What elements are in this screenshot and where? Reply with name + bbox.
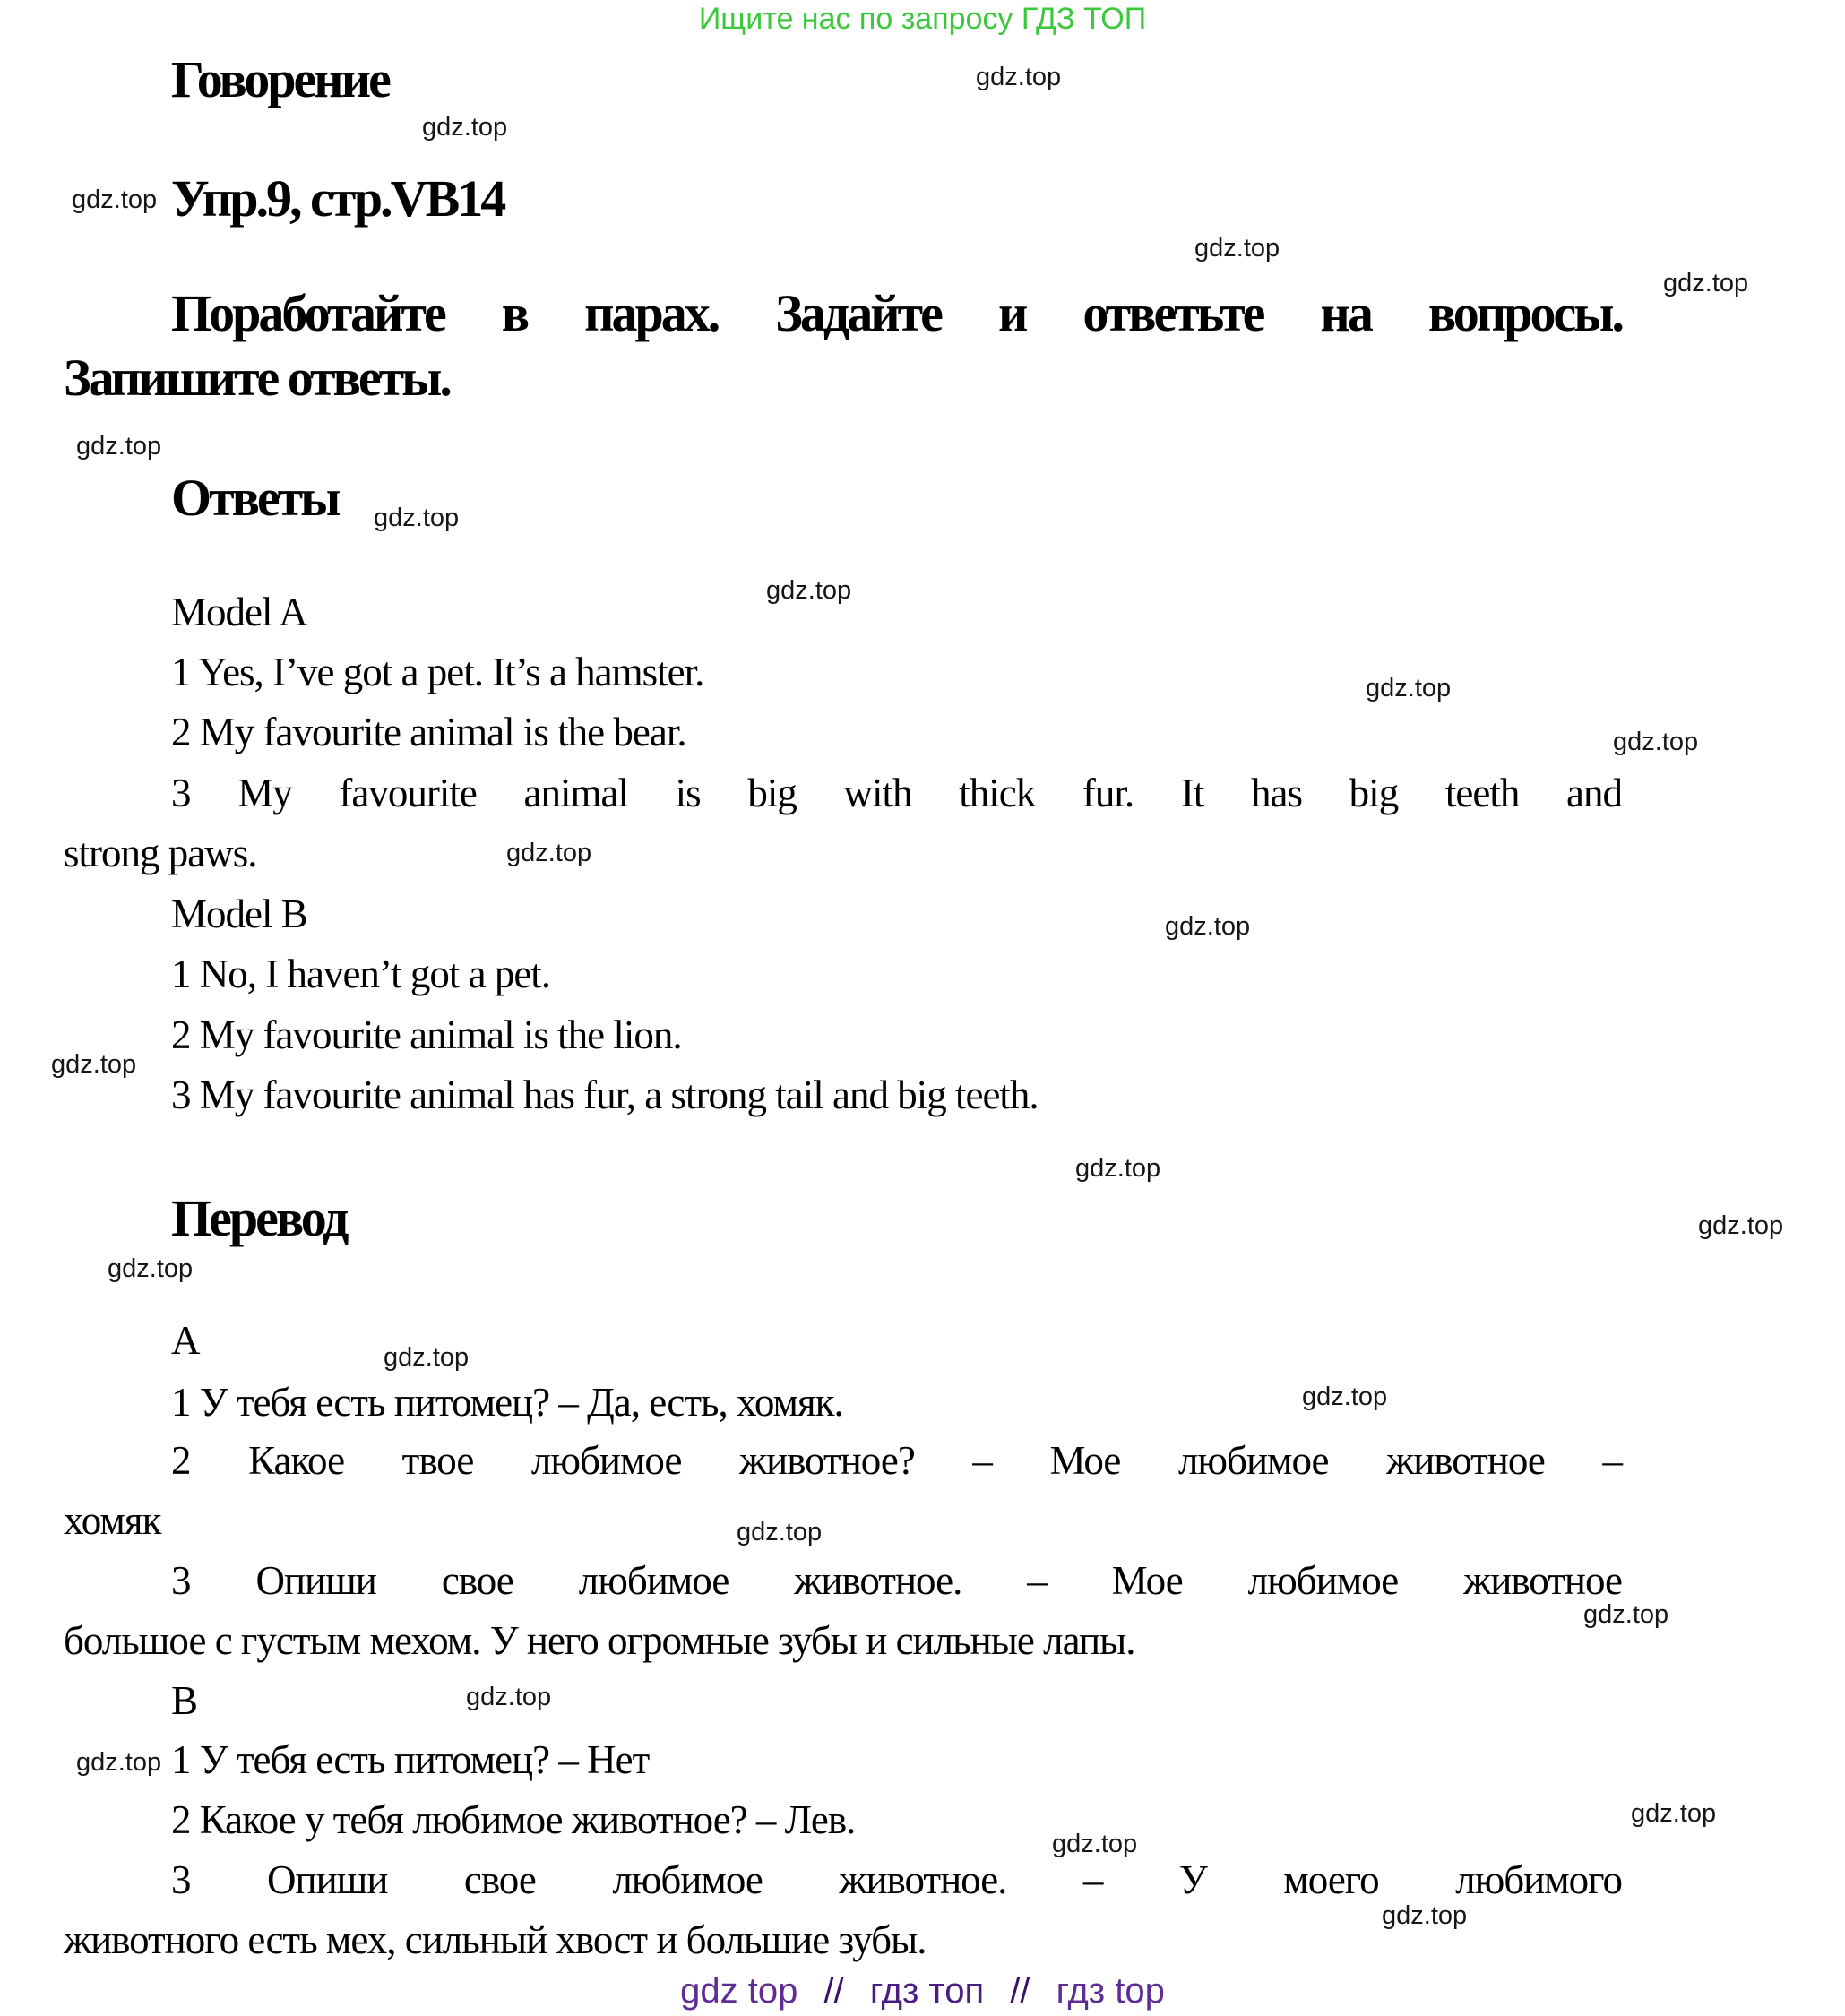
section-title-speaking: Говорение [171, 50, 389, 108]
gdz-top-watermark: gdz.top [422, 113, 508, 142]
gdz-top-watermark: gdz.top [1052, 1830, 1138, 1858]
model-a-label: Model A [171, 590, 307, 634]
gdz-top-watermark: gdz.top [1583, 1600, 1669, 1629]
model-b-label: Model B [171, 892, 307, 936]
gdz-top-watermark: gdz.top [374, 504, 460, 532]
footer-separator: // [1010, 1971, 1030, 2011]
gdz-top-watermark: gdz.top [1382, 1901, 1468, 1930]
translation-a-item-1: 1 У тебя есть питомец? – Да, есть, хомяк. [171, 1380, 843, 1425]
gdz-top-watermark: gdz.top [72, 185, 158, 214]
model-b-item-3: 3 My favourite animal has fur, a strong tail and big teeth. [171, 1073, 1039, 1117]
translation-a-item-3-line-1: 3 Опиши свое любимое животное. – Мое любимое животное [171, 1558, 1622, 1603]
model-a-item-2: 2 My favourite animal is the bear. [171, 710, 686, 754]
model-a-item-1: 1 Yes, I’ve got a pet. It’s a hamster. [171, 650, 704, 694]
translation-heading: Перевод [171, 1189, 347, 1247]
gdz-top-watermark: gdz.top [1366, 674, 1452, 702]
gdz-top-watermark: gdz.top [384, 1343, 470, 1372]
gdz-top-watermark: gdz.top [506, 839, 592, 867]
footer-brand-gdz-top-latin: gdz top [680, 1971, 798, 2011]
model-b-item-1: 1 No, I haven’t got a pet. [171, 952, 551, 996]
translation-a-item-2-line-2: хомяк [64, 1498, 161, 1543]
gdz-top-watermark: gdz.top [1165, 912, 1251, 941]
gdz-top-watermark: gdz.top [1698, 1211, 1784, 1240]
gdz-top-watermark: gdz.top [1075, 1154, 1161, 1183]
exercise-reference: Упр.9, стр.VB14 [171, 169, 504, 228]
translation-b-item-3-line-2: животного есть мех, сильный хвост и большие зубы. [64, 1917, 927, 1962]
gdz-top-watermark: gdz.top [466, 1683, 552, 1711]
translation-a-item-2-line-1: 2 Какое твое любимое животное? – Мое любимое животное – [171, 1438, 1622, 1483]
gdz-top-watermark: gdz.top [766, 576, 852, 605]
translation-a-item-3-line-2: большое с густым мехом. У него огромные зубы и сильные лапы. [64, 1618, 1135, 1663]
translation-b-item-3-line-1: 3 Опиши свое любимое животное. – У моего любимого [171, 1857, 1622, 1902]
footer-brand-line [0, 1971, 1845, 2012]
translation-b-item-2: 2 Какое у тебя любимое животное? – Лев. [171, 1797, 856, 1842]
footer-separator: // [823, 1971, 844, 2011]
gdz-top-watermark: gdz.top [76, 1748, 162, 1777]
gdz-top-watermark: gdz.top [76, 432, 162, 461]
gdz-top-watermark: gdz.top [51, 1050, 137, 1079]
translation-a-label: A [171, 1318, 200, 1363]
answers-heading: Ответы [171, 469, 339, 527]
task-text-line-1: Поработайте в парах. Задайте и ответьте на вопросы. [171, 284, 1622, 342]
gdz-top-watermark: gdz.top [1631, 1799, 1717, 1828]
gdz-top-watermark: gdz.top [737, 1518, 823, 1546]
gdz-top-watermark: gdz.top [1613, 728, 1699, 756]
model-b-item-2: 2 My favourite animal is the lion. [171, 1012, 682, 1057]
promo-banner: Ищите нас по запросу ГДЗ ТОП [698, 2, 1147, 36]
gdz-top-watermark: gdz.top [1302, 1383, 1388, 1411]
gdz-top-watermark: gdz.top [108, 1254, 194, 1283]
footer-brand-gdz-top-mixed: гдз top [1056, 1971, 1165, 2011]
gdz-top-watermark: gdz.top [976, 63, 1062, 91]
model-a-item-3-line-1: 3 My favourite animal is big with thick fur. It has big teeth and [171, 771, 1622, 815]
translation-b-item-1: 1 У тебя есть питомец? – Нет [171, 1737, 650, 1782]
gdz-top-watermark: gdz.top [1194, 234, 1280, 263]
task-text-line-2: Запишите ответы. [64, 349, 450, 407]
footer-brand-gdz-top-cyrillic: гдз топ [869, 1971, 985, 2011]
translation-b-label: B [171, 1678, 198, 1723]
gdz-top-watermark: gdz.top [1663, 269, 1749, 297]
model-a-item-3-line-2: strong paws. [64, 831, 257, 875]
